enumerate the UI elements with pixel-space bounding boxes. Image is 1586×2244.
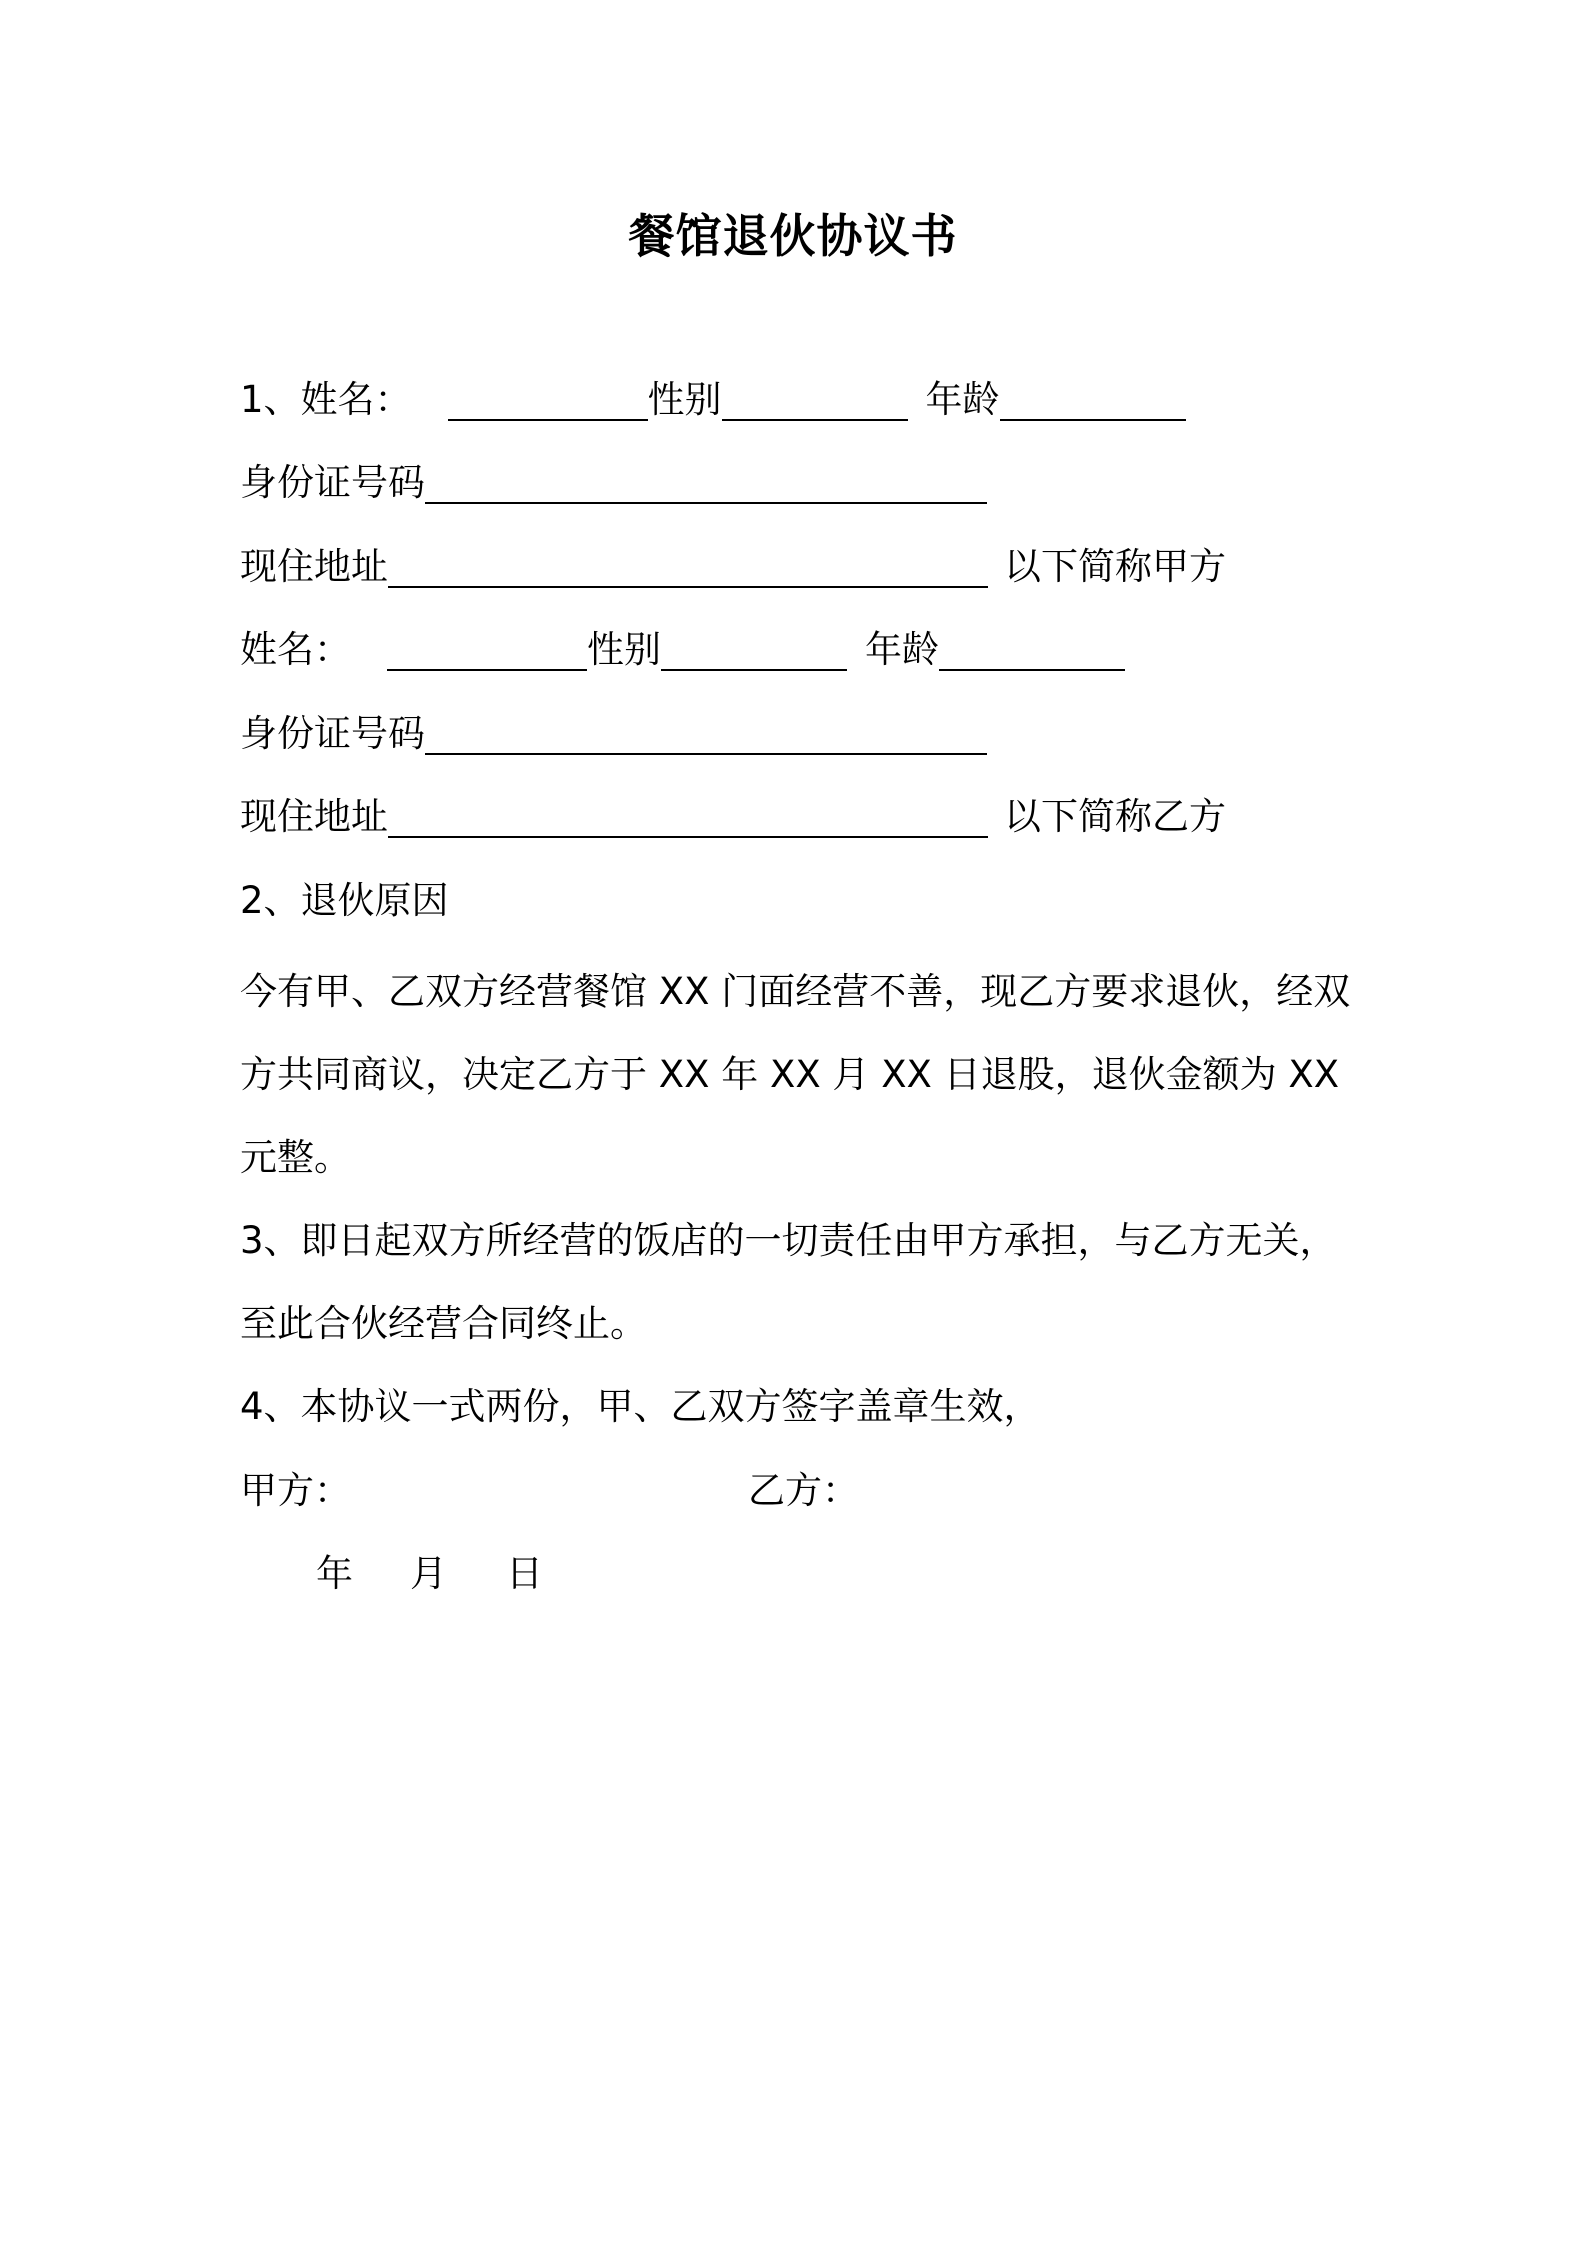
party-b-age-label: 年龄 (865, 628, 939, 671)
party-b-address-line (240, 792, 1226, 842)
document-title: 餐馆退伙协议书 (628, 209, 958, 263)
party-a-basic-line (240, 375, 1186, 425)
party-b-address-blank[interactable] (388, 796, 988, 838)
party-b-basic-line (240, 625, 1125, 675)
party-a-prefix: 1、 (240, 378, 301, 421)
section-2-body: 今有甲、乙双方经营餐馆 XX 门面经营不善，现乙方要求退伙，经双方共同商议，决定乙方于 XX 年 XX 月 XX 日退股，退伙金额为 XX 元整。 (240, 970, 1351, 1179)
date-year: 年 (316, 1552, 353, 1595)
date-day: 日 (506, 1552, 543, 1595)
party-b-gender-blank[interactable] (661, 629, 847, 671)
party-a-id-blank[interactable] (425, 462, 987, 504)
party-b-id-line (240, 709, 987, 759)
party-a-id-line (240, 458, 987, 508)
party-b-id-blank[interactable] (425, 713, 987, 755)
section-2-heading: 2、退伙原因 (240, 879, 449, 922)
party-a-id-label: 身份证号码 (240, 461, 425, 504)
signature-party-a: 甲方： (240, 1469, 351, 1512)
section-3-body: 3、即日起双方所经营的饭店的一切责任由甲方承担，与乙方无关，至此合伙经营合同终止。 (240, 1219, 1337, 1345)
party-b-address-label: 现住地址 (240, 795, 388, 838)
party-b-alias: 以下简称乙方 (1004, 795, 1226, 838)
signature-party-b: 乙方： (748, 1469, 859, 1512)
party-b-name-blank[interactable] (387, 629, 587, 671)
party-a-age-label: 年龄 (925, 378, 1000, 421)
party-a-address-blank[interactable] (388, 546, 988, 588)
party-a-name-blank[interactable] (448, 379, 648, 421)
party-b-age-blank[interactable] (939, 629, 1125, 671)
section-4-body: 4、本协议一式两份，甲、乙双方签字盖章生效， (240, 1385, 1041, 1428)
party-b-id-label: 身份证号码 (240, 712, 425, 755)
party-a-address-line (240, 542, 1226, 592)
party-a-alias: 以下简称甲方 (1004, 545, 1226, 588)
party-a-address-label: 现住地址 (240, 545, 388, 588)
party-a-gender-blank[interactable] (722, 379, 908, 421)
party-a-gender-label: 性别 (647, 378, 722, 421)
party-a-age-blank[interactable] (1000, 379, 1186, 421)
date-month: 月 (410, 1552, 447, 1595)
party-a-name-label: 姓名： (300, 378, 412, 421)
party-b-gender-label: 性别 (587, 628, 661, 671)
party-b-name-label: 姓名： (240, 628, 351, 671)
